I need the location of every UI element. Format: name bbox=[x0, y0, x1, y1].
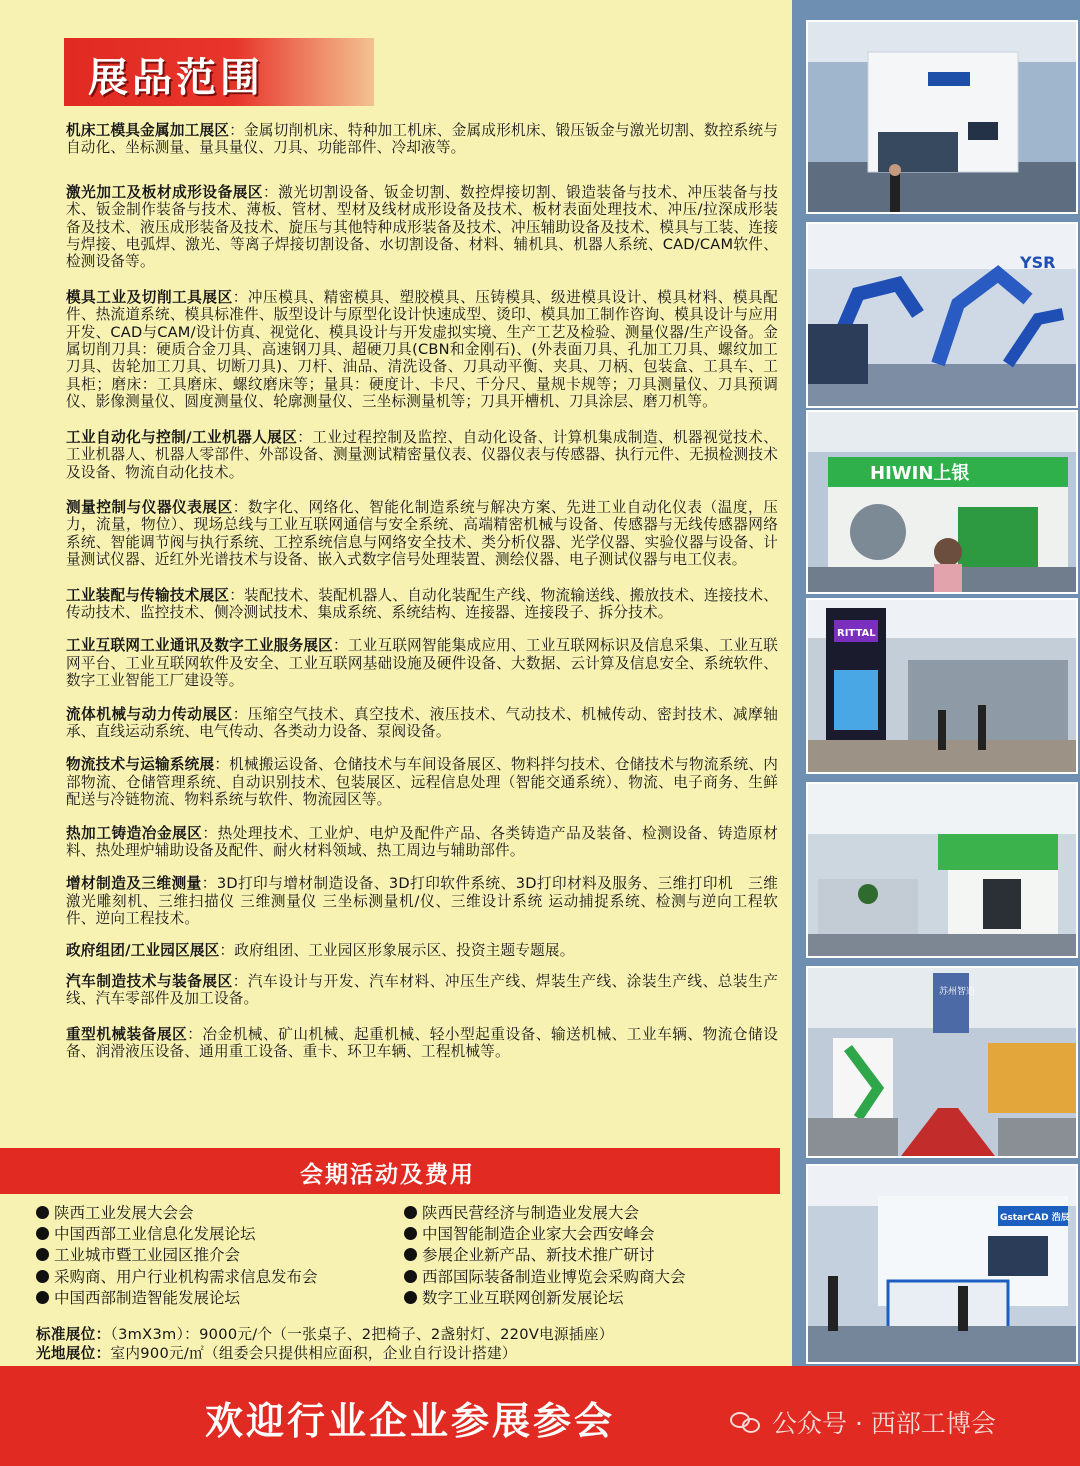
section-head: 机床工模具金属加工展区 bbox=[66, 122, 230, 139]
section-head: 汽车制造技术与装备展区 bbox=[66, 973, 233, 991]
section-molds bbox=[66, 289, 778, 411]
section-body: ：激光切割设备、钣金切割、数控焊接切割、锻造装备与技术、冲压装备与技术、钣金制作装备与技术、薄板、管材、型材及线材成形设备及技术、板材表面处理技术、冲压/拉深成形装备及技术、液压成形装备及技术、旋压与其他特种成形装备及技术、冲压辅助设备及技术、模具与工装、连接与焊接、电弧焊、激光、等离子焊接切割设备、水切割设备、材料、辅机具、机器人系统、CAD/CAM软件、检测设备等。 bbox=[66, 183, 778, 271]
section-body: ：冶金机械、矿山机械、起重机械、轻小型起重设备、输送机械、工业车辆、物流仓储设备、润滑液压设备、通用重工设备、重卡、环卫车辆、工程机械等。 bbox=[66, 1025, 778, 1061]
rittal-logo: RITTAL bbox=[837, 628, 876, 639]
section-head: 增材制造及三维测量 bbox=[66, 875, 202, 893]
section-body: ：工业过程控制及监控、自动化设备、计算机集成制造、机器视觉技术、工业机器人、机器人零部件、外部设备、测量测试精密量仪表、仪器仪表与传感器、执行元件、无损检测技术及设备、物流自动化技术。 bbox=[66, 428, 778, 481]
section-heavy-machinery bbox=[66, 1026, 778, 1061]
section-head: 物流技术与运输系统展 bbox=[66, 756, 215, 774]
section-body: ：数字化、网络化、智能化制造系统与解决方案、先进工业自动化仪表（温度，压力，流量，物位）、现场总线与工业互联网通信与安全系统、高端精密机械与设备、传感器与无线传感器网络系统、智能调节阀与执行系统、工控系统信息与网络安全技术、类分析仪器、光学仪器、实验仪器与设备、计量测试仪器、近红外光谱技术与设备、嵌入式数字信号处理装置、测绘仪器、电子测试仪器与电工仪表。 bbox=[66, 498, 778, 569]
bullet-icon bbox=[404, 1270, 417, 1283]
section-body: ：金属切削机床、特种加工机床、金属成形机床、锻压钣金与激光切割、数控系统与自动化、坐标测量、量具量仪、刀具、功能部件、冷却液等。 bbox=[66, 122, 779, 157]
photo-robot-arms bbox=[806, 222, 1078, 408]
exhibit-sections bbox=[66, 122, 778, 1061]
section-automotive bbox=[66, 973, 778, 1008]
activities-right-list bbox=[404, 1203, 784, 1309]
activity-label: 西部国际装备制造业博览会采购商大会 bbox=[422, 1267, 686, 1286]
activities-left-list bbox=[36, 1203, 406, 1309]
section-head: 政府组团/工业园区展区 bbox=[66, 941, 220, 959]
section-machine-tools bbox=[66, 122, 778, 157]
section-head: 热加工铸造冶金展区 bbox=[66, 824, 203, 842]
section-body: ：3D打印与增材制造设备、3D打印软件系统、3D打印材料及服务、三维打印机 三维激光雕刻机、三维扫描仪 三维测量仪 三坐标测量机/仪、三维设计系统 运动捕捉系统、检测与逆向工程软件、逆向工程技术。 bbox=[66, 875, 778, 928]
watermark-text: 公众号 · 西部工博会 bbox=[772, 1409, 996, 1438]
price-text: （3mX3m）：9000元/个（一张桌子、2把椅子、2盏射灯、220V电源插座） bbox=[110, 1326, 614, 1343]
section-industrial-internet bbox=[66, 637, 778, 689]
slogan: 欢迎行业企业参展参会 bbox=[205, 1399, 616, 1443]
activity-label: 中国西部制造智能发展论坛 bbox=[54, 1288, 241, 1307]
list-item bbox=[36, 1288, 406, 1309]
list-item bbox=[36, 1203, 406, 1224]
list-item bbox=[404, 1288, 784, 1309]
section-assembly bbox=[66, 587, 778, 622]
price-text: 室内900元/㎡（组委会只提供相应面积，企业自行设计搭建） bbox=[110, 1345, 517, 1362]
section-head: 重型机械装备展区 bbox=[66, 1025, 188, 1043]
bullet-icon bbox=[36, 1227, 49, 1240]
list-item bbox=[404, 1224, 784, 1245]
wechat-icon bbox=[730, 1410, 764, 1436]
photo-rittal-booth bbox=[806, 598, 1078, 774]
activity-label: 中国智能制造企业家大会西安峰会 bbox=[422, 1225, 655, 1244]
list-item bbox=[36, 1267, 406, 1288]
activity-label: 数字工业互联网创新发展论坛 bbox=[422, 1288, 624, 1307]
activity-label: 陕西工业发展大会会 bbox=[54, 1204, 194, 1222]
bullet-icon bbox=[36, 1248, 49, 1261]
footer-banner bbox=[0, 1366, 1080, 1466]
gstarcad-logo: GstarCAD 浩辰 bbox=[1000, 1213, 1070, 1223]
price-raw-space bbox=[36, 1342, 517, 1363]
section-head: 流体机械与动力传动展区 bbox=[66, 705, 233, 723]
ysr-logo: YSR bbox=[1020, 253, 1056, 272]
wechat-watermark bbox=[730, 1404, 996, 1440]
activities-title: 会期活动及费用 bbox=[300, 1162, 475, 1188]
section-logistics bbox=[66, 756, 778, 808]
section-head: 工业自动化与控制/工业机器人展区 bbox=[66, 428, 298, 446]
photo-suzhou-aisle bbox=[806, 966, 1078, 1158]
bullet-icon bbox=[404, 1248, 417, 1261]
section-head: 工业互联网工业通讯及数字工业服务展区 bbox=[66, 637, 334, 655]
bullet-icon bbox=[404, 1206, 417, 1219]
section-body: ：冲压模具、精密模具、塑胶模具、压铸模具、级进模具设计、模具材料、模具配件、热流道系统、模具标准件、版型设计与原型化设计快速成型、烫印、模具加工制作咨询、模具设计与应用开发、CAD与CAM/设计仿真、视觉化、模具设计与开发虚拟实境、生产工艺及检验、测量仪器/生产设备。金属切削刀具：硬质合金刀具、高速钢刀具、超硬刀具(CBN和金刚石)、(外表面刀具、孔加工刀具、螺纹加工刀具、齿轮加工刀具、切断刀具)、刀杆、油品、清洗设备、刀具动平衡、夹具、刀柄、包装盒、工具车、工具柜；磨床：工具磨床、螺纹磨床等；量具：硬度计、卡尺、千分尺、量规卡规等；刀具测量仪、刀具预调仪、影像测量仪、圆度测量仪、轮廓测量仪、三坐标测量机等；刀具开槽机、刀具涂层、磨刀机等。 bbox=[66, 288, 778, 411]
list-item bbox=[404, 1203, 784, 1224]
section-body: ：政府组团、工业园区形象展示区、投资主题专题展。 bbox=[219, 941, 575, 959]
section-government bbox=[66, 942, 778, 959]
section-body: ：机械搬运设备、仓储技术与车间设备展区、物料拌匀技术、仓储技术与物流系统、内部物流、仓储管理系统、自动识别技术、包装展区、远程信息处理（智能交通系统）、物流、电子商务、生鲜配送与冷链物流、物料系统与软件、物流园区等。 bbox=[66, 756, 778, 809]
section-body: ：压缩空气技术、真空技术、液压技术、气动技术、机械传动、密封技术、减摩轴承、直线运动系统、电气传动、各类动力设备、泵阀设备。 bbox=[66, 705, 778, 740]
list-item bbox=[404, 1245, 784, 1266]
section-body: ：汽车设计与开发、汽车材料、冲压生产线、焊装生产线、涂装生产线、总装生产线、汽车零部件及加工设备。 bbox=[66, 973, 778, 1008]
bullet-icon bbox=[36, 1291, 49, 1304]
page-title: 展品范围 bbox=[88, 55, 264, 101]
section-thermal bbox=[66, 825, 778, 860]
list-item bbox=[404, 1267, 784, 1288]
section-head: 测量控制与仪器仪表展区 bbox=[66, 498, 233, 516]
section-title-banner bbox=[64, 38, 374, 106]
activity-label: 参展企业新产品、新技术推广研讨 bbox=[422, 1246, 655, 1265]
price-label: 光地展位： bbox=[36, 1345, 111, 1362]
suzhou-sign: 苏州智造 bbox=[939, 987, 976, 997]
bullet-icon bbox=[36, 1206, 49, 1219]
section-head: 激光加工及板材成形设备展区 bbox=[66, 183, 264, 201]
photo-gstarcad-booth bbox=[806, 1164, 1078, 1364]
section-laser bbox=[66, 184, 778, 271]
price-standard-booth bbox=[36, 1323, 614, 1344]
section-fluid-power bbox=[66, 706, 778, 741]
activity-label: 采购商、用户行业机构需求信息发布会 bbox=[54, 1267, 318, 1286]
list-item bbox=[36, 1224, 406, 1245]
section-instruments bbox=[66, 499, 778, 569]
price-label: 标准展位： bbox=[36, 1326, 111, 1343]
activity-label: 陕西民营经济与制造业发展大会 bbox=[422, 1204, 640, 1222]
photo-exhibition-floor bbox=[806, 782, 1078, 958]
bullet-icon bbox=[404, 1291, 417, 1304]
section-body: ：热处理技术、工业炉、电炉及配件产品、各类铸造产品及装备、检测设备、铸造原材料、热处理炉辅助设备及配件、耐火材料领域、热工周边与辅助部件。 bbox=[66, 824, 778, 859]
bullet-icon bbox=[36, 1270, 49, 1283]
activities-banner bbox=[0, 1148, 780, 1194]
activity-label: 中国西部工业信息化发展论坛 bbox=[54, 1225, 256, 1244]
section-head: 工业装配与传输技术展区 bbox=[66, 586, 230, 604]
section-body: ：工业互联网智能集成应用、工业互联网标识及信息采集、工业互联网平台、工业互联网软件及安全、工业互联网基础设施及硬件设备、大数据、云计算及信息安全、系统软件、数字工业智能工厂建设等。 bbox=[66, 637, 778, 690]
bullet-icon bbox=[404, 1227, 417, 1240]
photo-hiwin-booth bbox=[806, 410, 1078, 594]
section-head: 模具工业及切削工具展区 bbox=[66, 288, 233, 306]
hiwin-logo: HIWIN上银 bbox=[870, 463, 970, 484]
list-item bbox=[36, 1245, 406, 1266]
photo-booth-hall bbox=[806, 20, 1078, 214]
activity-label: 工业城市暨工业园区推介会 bbox=[54, 1246, 241, 1265]
section-automation bbox=[66, 429, 778, 481]
section-body: ：装配技术、装配机器人、自动化装配生产线、物流输送线、搬放技术、连接技术、传动技术、监控技术、侧冷测试技术、集成系统、系统结构、连接器、连接段子、拆分技术。 bbox=[66, 586, 779, 621]
section-additive bbox=[66, 875, 778, 927]
